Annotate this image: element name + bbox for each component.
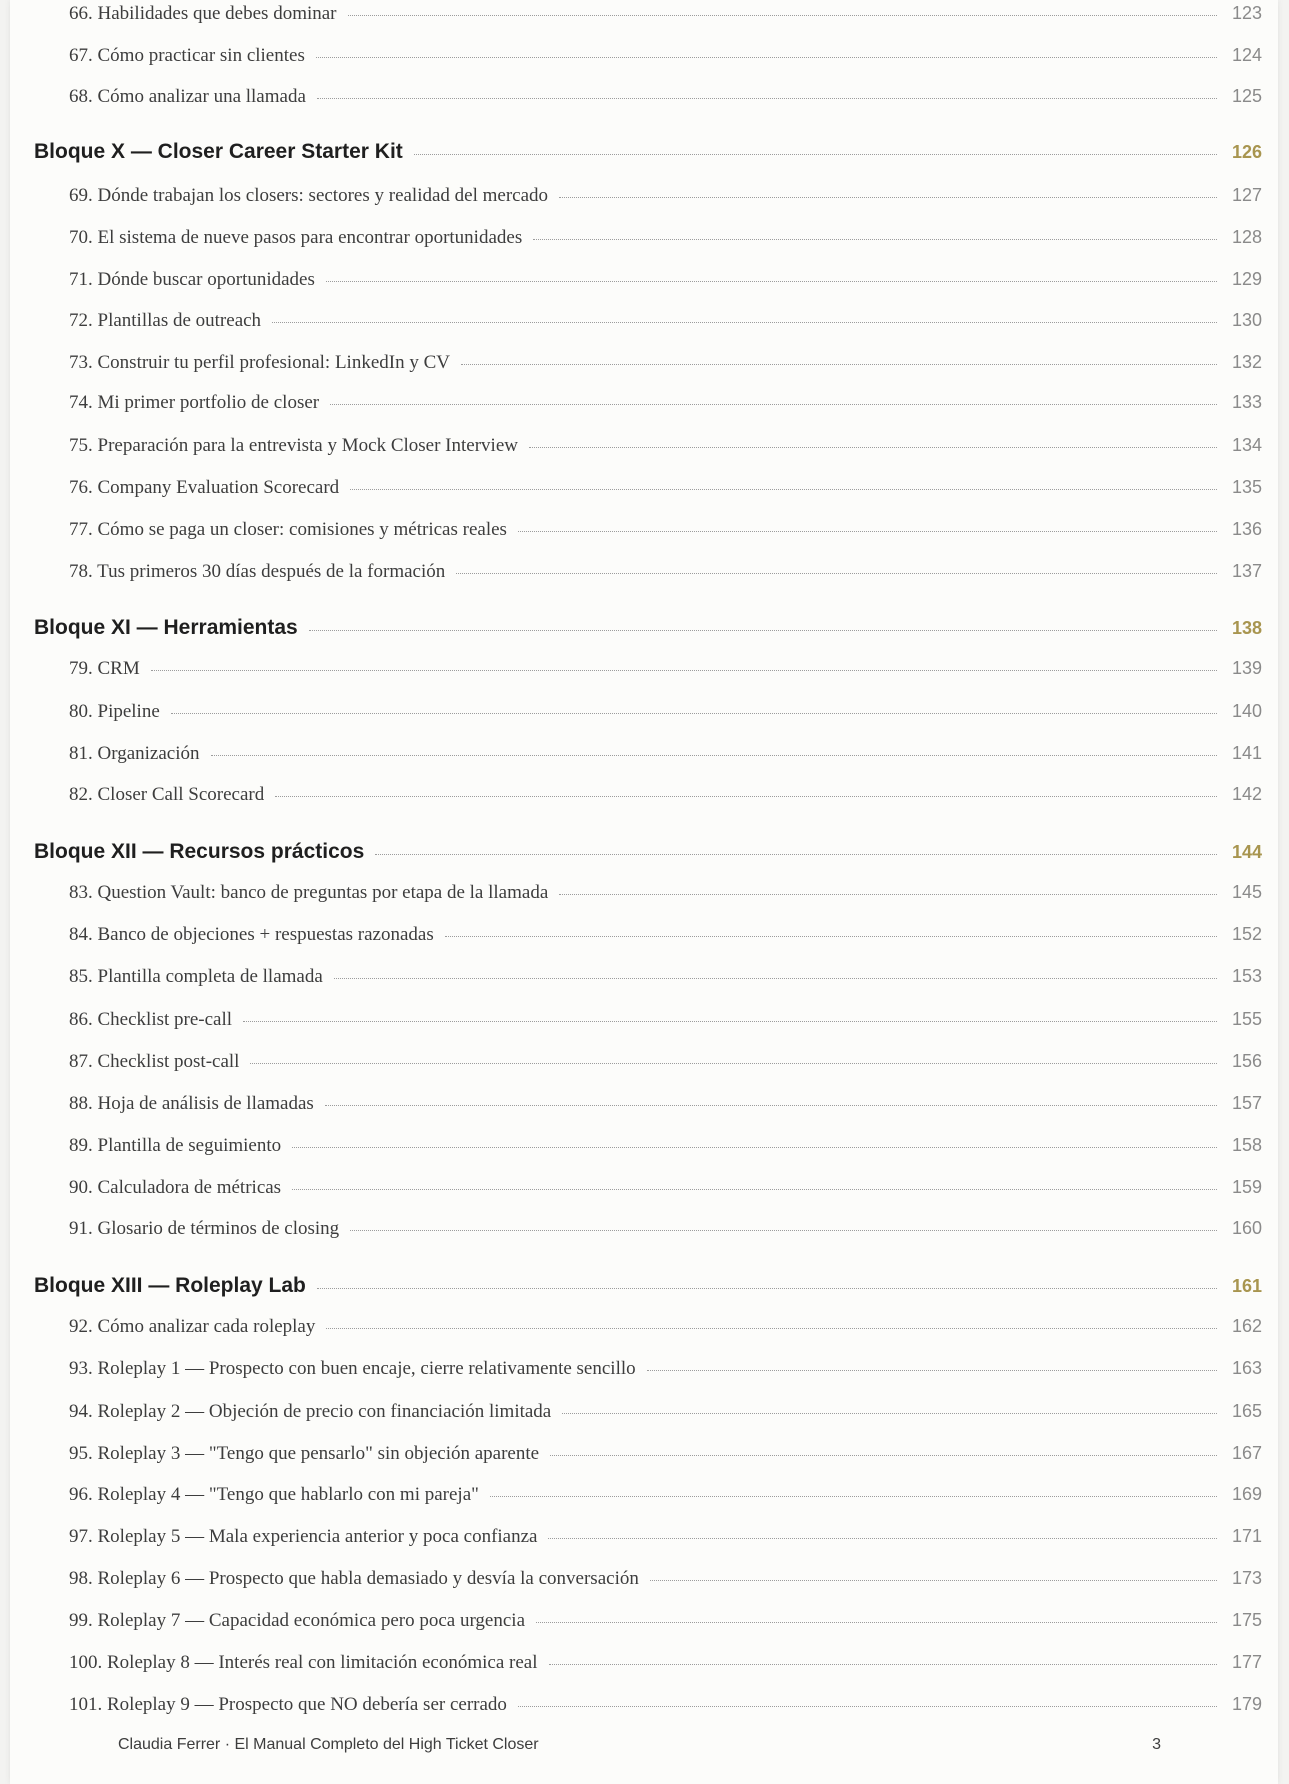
toc-entry[interactable] [34,1610,1262,1632]
toc-entry[interactable] [34,1526,1262,1548]
dot-leader [330,404,1217,405]
toc-entry-label: 88. Hoja de análisis de llamadas [69,1093,314,1114]
toc-entry[interactable] [34,1093,1262,1115]
dot-leader [243,1021,1217,1022]
toc-entry-label: 86. Checklist pre-call [69,1009,233,1030]
toc-entry-label: 89. Plantilla de seguimiento [69,1135,282,1156]
dot-leader [316,57,1217,58]
toc-entry[interactable] [34,352,1262,374]
toc-entry-label: 81. Organización [69,743,200,764]
toc-entry[interactable] [34,45,1262,67]
toc-entry-label: 100. Roleplay 8 — Interés real con limitación económica real [69,1652,538,1673]
toc-page-number: 127 [1231,185,1262,205]
toc-entry-label: 94. Roleplay 2 — Objeción de precio con financiación limitada [69,1401,552,1422]
toc-entry[interactable] [34,3,1262,25]
dot-leader [461,364,1217,365]
toc-entry[interactable] [34,966,1262,988]
dot-leader [334,978,1217,979]
toc-entry-label: 98. Roleplay 6 — Prospecto que habla demasiado y desvía la conversación [69,1568,639,1589]
toc-page-number: 177 [1231,1652,1262,1672]
toc-entry[interactable] [34,1401,1262,1423]
toc-entry-label: 91. Glosario de términos de closing [69,1218,340,1239]
dot-leader [647,1370,1217,1371]
dot-leader [350,489,1217,490]
toc-entry-label: 79. CRM [69,658,140,679]
toc-page-number: 163 [1231,1358,1262,1378]
dot-leader [211,755,1218,756]
toc-page-number: 162 [1231,1316,1262,1336]
dot-leader [414,154,1217,155]
dot-leader [309,630,1217,631]
toc-entry-label: 73. Construir tu perfil profesional: LinkedIn y CV [69,352,450,373]
toc-entry-label: 93. Roleplay 1 — Prospecto con buen encaje, cierre relativamente sencillo [69,1358,636,1379]
toc-page-number: 161 [1231,1276,1262,1296]
dot-leader [650,1580,1217,1581]
toc-page-number: 156 [1231,1051,1262,1071]
toc-entry[interactable] [34,86,1262,108]
toc-entry[interactable] [34,1177,1262,1199]
dot-leader [533,239,1217,240]
toc-page-number: 139 [1231,658,1262,678]
toc-entry[interactable] [34,1443,1262,1465]
toc-page-number: 144 [1231,842,1262,862]
toc-entry[interactable] [34,1568,1262,1590]
toc-page-number: 130 [1231,310,1262,330]
toc-entry[interactable] [34,1009,1262,1031]
toc-entry-label: Bloque XI — Herramientas [34,616,298,639]
footer-page-number: 3 [1152,1736,1161,1753]
toc-page-number: 128 [1231,227,1262,247]
toc-page-number: 179 [1231,1694,1262,1714]
dot-leader [562,1413,1217,1414]
toc-page-number: 126 [1231,142,1262,162]
toc-entry-label: 101. Roleplay 9 — Prospecto que NO debería ser cerrado [69,1694,507,1715]
dot-leader [536,1622,1217,1623]
toc-entry-label: Bloque XIII — Roleplay Lab [34,1274,306,1297]
dot-leader [326,281,1217,282]
toc-entry-label: 78. Tus primeros 30 días después de la formación [69,561,446,582]
toc-page-number: 125 [1231,86,1262,106]
dot-leader [350,1230,1217,1231]
toc-page-number: 158 [1231,1135,1262,1155]
toc-entry-label: 80. Pipeline [69,701,160,722]
dot-leader [317,98,1217,99]
toc-entry-label: 67. Cómo practicar sin clientes [69,45,305,66]
footer-text: Claudia Ferrer · El Manual Completo del High Ticket Closer [118,1736,539,1753]
toc-entry-label: 68. Cómo analizar una llamada [69,86,306,107]
toc-entry[interactable] [34,227,1262,249]
toc-entry[interactable] [34,743,1262,765]
toc-section-heading[interactable] [34,616,1262,640]
toc-entry-label: 66. Habilidades que debes dominar [69,3,337,24]
toc-entry-label: 72. Plantillas de outreach [69,310,262,331]
toc-page-number: 173 [1231,1568,1262,1588]
toc-page-number: 155 [1231,1009,1262,1029]
toc-entry[interactable] [34,185,1262,207]
toc-page-number: 153 [1231,966,1262,986]
dot-leader [325,1105,1217,1106]
toc-entry-label: 83. Question Vault: banco de preguntas por etapa de la llamada [69,882,549,903]
toc-entry-label: 69. Dónde trabajan los closers: sectores y realidad del mercado [69,185,549,206]
dot-leader [317,1288,1217,1289]
toc-page-number: 159 [1231,1177,1262,1197]
toc-entry-label: 82. Closer Call Scorecard [69,784,265,805]
dot-leader [171,713,1217,714]
toc-entry-label: 99. Roleplay 7 — Capacidad económica pero poca urgencia [69,1610,526,1631]
toc-entry-label: 95. Roleplay 3 — "Tengo que pensarlo" sin objeción aparente [69,1443,540,1464]
toc-entry-label: 71. Dónde buscar oportunidades [69,269,315,290]
toc-entry[interactable] [34,1218,1262,1240]
toc-page-number: 171 [1231,1526,1262,1546]
toc-page-number: 145 [1231,882,1262,902]
dot-leader [518,531,1217,532]
page-footer [118,1736,1161,1754]
toc-entry-label: 75. Preparación para la entrevista y Mock Closer Interview [69,435,518,456]
toc-page-number: 123 [1231,3,1262,23]
document-page [10,0,1278,1784]
toc-section-heading[interactable] [34,1274,1262,1298]
dot-leader [151,670,1217,671]
toc-entry-label: 76. Company Evaluation Scorecard [69,477,340,498]
toc-page-number: 134 [1231,435,1262,455]
toc-entry[interactable] [34,882,1262,904]
dot-leader [272,322,1217,323]
dot-leader [456,573,1217,574]
toc-page-number: 140 [1231,701,1262,721]
dot-leader [490,1496,1217,1497]
toc-entry[interactable] [34,269,1262,291]
toc-entry[interactable] [34,1316,1262,1338]
dot-leader [250,1063,1217,1064]
toc-page-number: 152 [1231,924,1262,944]
dot-leader [292,1147,1217,1148]
toc-page-number: 169 [1231,1484,1262,1504]
dot-leader [549,1664,1218,1665]
toc-page-number: 157 [1231,1093,1262,1113]
toc-entry-label: 87. Checklist post-call [69,1051,240,1072]
dot-leader [548,1538,1217,1539]
toc-entry-label: 92. Cómo analizar cada roleplay [69,1316,316,1337]
toc-page-number: 138 [1231,618,1262,638]
dot-leader [559,197,1217,198]
toc-entry[interactable] [34,1358,1262,1380]
toc-page-number: 167 [1231,1443,1262,1463]
dot-leader [275,796,1217,797]
toc-entry-label: Bloque X — Closer Career Starter Kit [34,140,403,163]
toc-page-number: 135 [1231,477,1262,497]
toc-page-number: 160 [1231,1218,1262,1238]
toc-page-number: 124 [1231,45,1262,65]
toc-entry[interactable] [34,1051,1262,1073]
dot-leader [518,1706,1217,1707]
toc-page-number: 142 [1231,784,1262,804]
dot-leader [559,894,1217,895]
toc-page-number: 129 [1231,269,1262,289]
toc-entry[interactable] [34,1484,1262,1506]
dot-leader [326,1328,1217,1329]
dot-leader [529,447,1217,448]
toc-entry-label: 96. Roleplay 4 — "Tengo que hablarlo con mi pareja" [69,1484,479,1505]
toc-entry-label: 77. Cómo se paga un closer: comisiones y métricas reales [69,519,507,540]
toc-entry-label: 85. Plantilla completa de llamada [69,966,323,987]
toc-entry[interactable] [34,435,1262,457]
toc-entry[interactable] [34,701,1262,723]
toc-page-number: 132 [1231,352,1262,372]
toc-page-number: 141 [1231,743,1262,763]
toc-section-heading[interactable] [34,140,1262,164]
toc-entry-label: 97. Roleplay 5 — Mala experiencia anterior y poca confianza [69,1526,538,1547]
dot-leader [550,1455,1217,1456]
dot-leader [292,1189,1217,1190]
toc-page-number: 137 [1231,561,1262,581]
toc-entry-label: 84. Banco de objeciones + respuestas razonadas [69,924,434,945]
toc-entry[interactable] [34,1135,1262,1157]
toc-entry-label: 90. Calculadora de métricas [69,1177,282,1198]
toc-entry[interactable] [34,924,1262,946]
toc-entry[interactable] [34,1694,1262,1716]
toc-page-number: 136 [1231,519,1262,539]
toc-entry-label: 70. El sistema de nueve pasos para encontrar oportunidades [69,227,523,248]
dot-leader [445,936,1217,937]
toc-entry[interactable] [34,1652,1262,1674]
toc-page-number: 165 [1231,1401,1262,1421]
toc-entry[interactable] [34,310,1262,332]
toc-entry-label: 74. Mi primer portfolio de closer [69,392,320,413]
toc-entry[interactable] [34,477,1262,499]
toc-page-number: 175 [1231,1610,1262,1630]
toc-entry-label: Bloque XII — Recursos prácticos [34,840,365,863]
dot-leader [348,15,1217,16]
toc-entry[interactable] [34,519,1262,541]
dot-leader [375,854,1217,855]
toc-page-number: 133 [1231,392,1262,412]
toc-entry[interactable] [34,561,1262,583]
toc-entry[interactable] [34,392,1262,414]
toc-entry[interactable] [34,784,1262,806]
toc-section-heading[interactable] [34,840,1262,864]
toc-entry[interactable] [34,658,1262,680]
